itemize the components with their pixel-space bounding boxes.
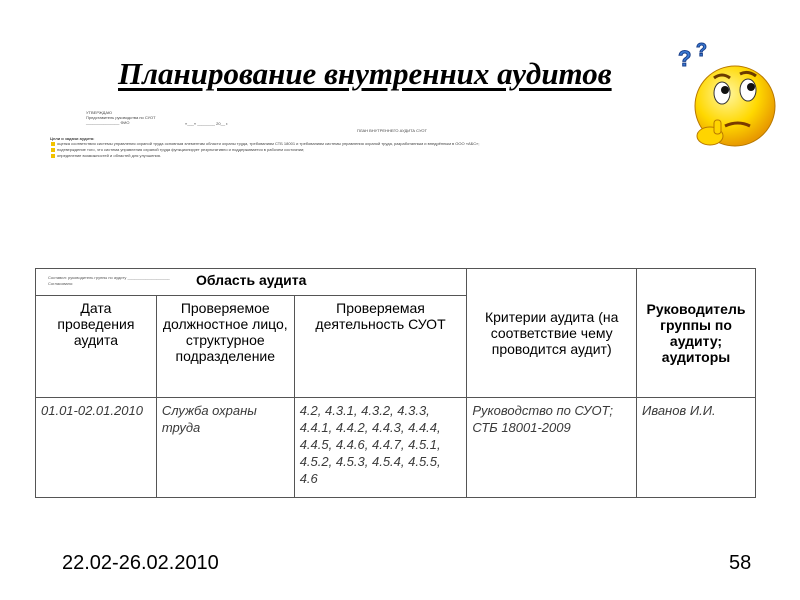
compiled-by-note: Составил: руководитель группы по аудиту ___________________ bbox=[48, 275, 170, 280]
goal-bullet-icon bbox=[51, 148, 55, 152]
row-activity: 4.2, 4.3.1, 4.3.2, 4.3.3, 4.4.1, 4.4.2, 4.4.3, 4.4.4, 4.4.5, 4.4.6, 4.4.7, 4.5.1, 4.5.2, 4.5.3, 4.5.4, 4.5.5, 4.6 bbox=[294, 398, 467, 498]
table-row bbox=[36, 398, 756, 498]
row-date: 01.01-02.01.2010 bbox=[36, 398, 157, 498]
footer-date: 22.02-26.02.2010 bbox=[62, 552, 219, 574]
audit-area-label: Область аудита bbox=[195, 272, 307, 288]
signature-line: _______________ ФИО bbox=[86, 120, 130, 125]
thinking-smiley-icon bbox=[670, 38, 785, 153]
audit-plan-table bbox=[35, 268, 756, 498]
date-line: «___» ________ 20__ г. bbox=[185, 121, 229, 126]
goal-bullet-icon bbox=[51, 142, 55, 146]
svg-text:?: ? bbox=[696, 40, 707, 60]
approve-label: УТВЕРЖДАЮ bbox=[86, 110, 113, 115]
svg-text:?: ? bbox=[678, 46, 692, 71]
activity-header: Проверяемая деятельность СУОТ bbox=[294, 296, 467, 398]
criteria-header: Критерии аудита (на соответствие чему проводится аудит) bbox=[467, 269, 637, 398]
row-person: Служба охраны труда bbox=[156, 398, 294, 498]
goal-item: определение возможностей и областей для улучшения. bbox=[57, 153, 162, 158]
person-header: Проверяемое должностное лицо, структурное подразделение bbox=[156, 296, 294, 398]
date-header: Дата проведения аудита bbox=[36, 296, 157, 398]
page-number: 58 bbox=[729, 552, 752, 574]
goal-bullet-icon bbox=[51, 154, 55, 158]
row-leader: Иванов И.И. bbox=[637, 398, 756, 498]
row-criteria: Руководство по СУОТ; СТБ 18001-2009 bbox=[467, 398, 637, 498]
leader-header: Руководитель группы по аудиту; аудиторы bbox=[637, 269, 756, 398]
agreed-note: Согласовано: bbox=[48, 281, 74, 286]
audit-area-header bbox=[36, 269, 467, 296]
page-title: Планирование внутренних аудитов bbox=[118, 56, 612, 91]
goal-item: подтверждение того, что система управления охраной труда функционирует результативно и поддерживается в рабочем состоянии; bbox=[57, 147, 305, 152]
plan-heading: ПЛАН ВНУТРЕННЕГО АУДИТА СУОТ bbox=[357, 128, 427, 133]
goal-item: оценка соответствия системы управления охраной труда основным элементам области охраны труда, требованиям СТБ 18001 и требованиям системы управления охраной труда, разработанным и внедрённым в ООО «АБС»; bbox=[57, 141, 480, 146]
goals-heading: Цели и задачи аудита: bbox=[50, 136, 95, 141]
representative-label: Представитель руководства по СУОТ bbox=[86, 115, 156, 120]
